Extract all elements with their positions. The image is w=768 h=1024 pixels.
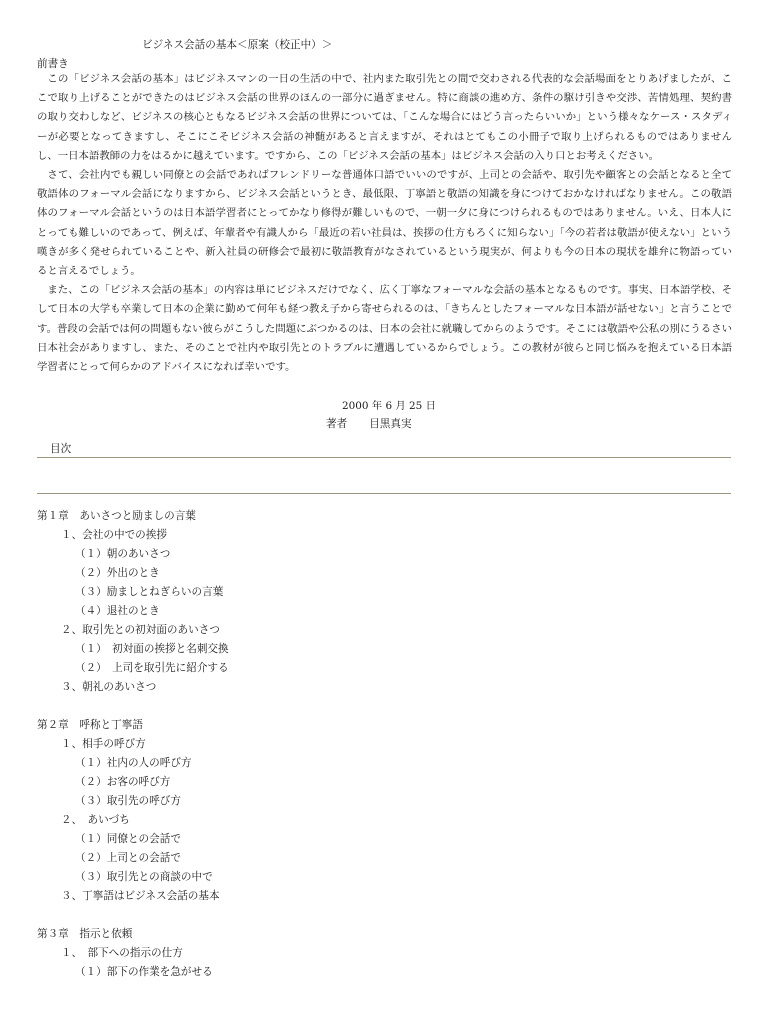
toc-section: ２、 あいづち — [61, 814, 130, 826]
toc-divider-top — [37, 457, 731, 458]
preface-heading: 前書き — [37, 58, 69, 70]
document-title: ビジネス会話の基本＜原案（校正中）＞ — [142, 39, 333, 51]
toc-section: ２、取引先との初対面のあいさつ — [61, 624, 220, 636]
preface-paragraph: また、この「ビジネス会話の基本」の内容は単にビジネスだけでなく、広く丁寧なフォーマルな会話の基本となるものです。事実、日本語学校、そして日本の大学も卒業して日本の企業に勤めて何年も経つ教え子から寄せられるのは、「きちんとしたフォーマルな日本語が話せない」と言うことです。普段の会話では何の問題もない彼らがこうした問題にぶつかるのは、日本の会社に就職してからのようです。そこには敬語や公私の別にうるさい日本社会がありますし、また、そのことで社内や取引先とのトラブルに遭遇しているからでしょう。この教材が彼らと同じ悩みを抱えている日本語学習者にとって何らかのアドバイスになれば幸いです。 — [37, 284, 732, 374]
toc-subsection: （２）外出のとき — [75, 567, 160, 579]
toc-chapter: 第２章 呼称と丁寧語 — [37, 719, 143, 731]
preface-body — [37, 70, 732, 377]
toc-subsection: （４）退社のとき — [75, 605, 160, 617]
toc-subsection: （３）取引先の呼び方 — [75, 795, 181, 807]
preface-date: 2000 年 6 月 25 日 — [342, 400, 436, 412]
toc-section: ３、朝礼のあいさつ — [61, 681, 157, 693]
toc-subsection: （１）部下の作業を急がせる — [75, 966, 213, 978]
toc-subsection: （２）お客の呼び方 — [75, 776, 171, 788]
toc-subsection: （２） 上司を取引先に紹介する — [75, 662, 229, 674]
table-of-contents — [37, 507, 737, 982]
author-line — [326, 416, 412, 431]
preface-date-line — [0, 397, 768, 412]
preface-paragraph: この「ビジネス会話の基本」はビジネスマンの一日の生活の中で、社内また取引先との間で交わされる代表的な会話場面をとりあげましたが、ここで取り上げることができたのはビジネス会話の世界のほんの一部分に過ぎません。特に商談の進め方、条件の駆け引きや交渉、苦情処理、契約書の取り交わしなど、ビジネスの核心ともなるビジネス会話の世界については、「こんな場合にはどう言ったらいいか」という様々なケース・スタディーが必要となってきますし、そこにこそビジネス会話の神髄があると言えますが、それはとてもこの小冊子で取り上げられるものではありませんし、一日本語教師の力をはるかに越えています。ですから、この「ビジネス会話の基本」はビジネス会話の入り口とお考えください。 — [37, 73, 732, 162]
toc-subsection: （１）同僚との会話で — [75, 833, 181, 845]
toc-spacer — [37, 906, 737, 925]
preface-paragraph: さて、会社内でも親しい同僚との会話であればフレンドリーな普通体口語でいいのですが、上司との会話や、取引先や顧客との会話となると全て敬語体のフォーマル会話になりますから、ビジネス会話というとき、最低限、丁寧語と敬語の知識を身につけておかなければなりません。この敬語体のフォーマル会話というのは日本語学習者にとってかなり修得が難しいもので、一朝一夕に身につけられるものではありません。いえ、日本人にとっても難しいのであって、例えば、年輩者や有識人から「最近の若い社員は、挨拶の仕方もろくに知らない」「今の若者は敬語が使えない」という嘆きが多く発せられていることや、新入社員の研修会で最初に敬語教育がなされているという現実が、何よりも今の日本の現状を雄弁に物語っていると言えるでしょう。 — [37, 169, 732, 278]
toc-section: ３、丁寧語はビジネス会話の基本 — [61, 890, 220, 902]
toc-subsection: （３）励ましとねぎらいの言葉 — [75, 586, 224, 598]
toc-section: １、相手の呼び方 — [61, 738, 146, 750]
toc-spacer — [37, 697, 737, 716]
toc-heading: 目次 — [50, 443, 72, 455]
toc-chapter: 第１章 あいさつと励ましの言葉 — [37, 510, 196, 522]
toc-subsection: （１）朝のあいさつ — [75, 548, 171, 560]
author-name: 目黒真実 — [369, 418, 412, 430]
author-label: 著者 — [326, 418, 348, 430]
toc-chapter: 第３章 指示と依頼 — [37, 928, 133, 940]
toc-subsection: （１） 初対面の挨拶と名刺交換 — [75, 643, 229, 655]
toc-section: １、 部下への指示の仕方 — [61, 947, 183, 959]
toc-subsection: （１）社内の人の呼び方 — [75, 757, 192, 769]
toc-subsection: （２）上司との会話で — [75, 852, 181, 864]
toc-divider-bottom — [37, 493, 731, 494]
toc-subsection: （３）取引先との商談の中で — [75, 871, 213, 883]
toc-section: １、会社の中での挨拶 — [61, 529, 167, 541]
